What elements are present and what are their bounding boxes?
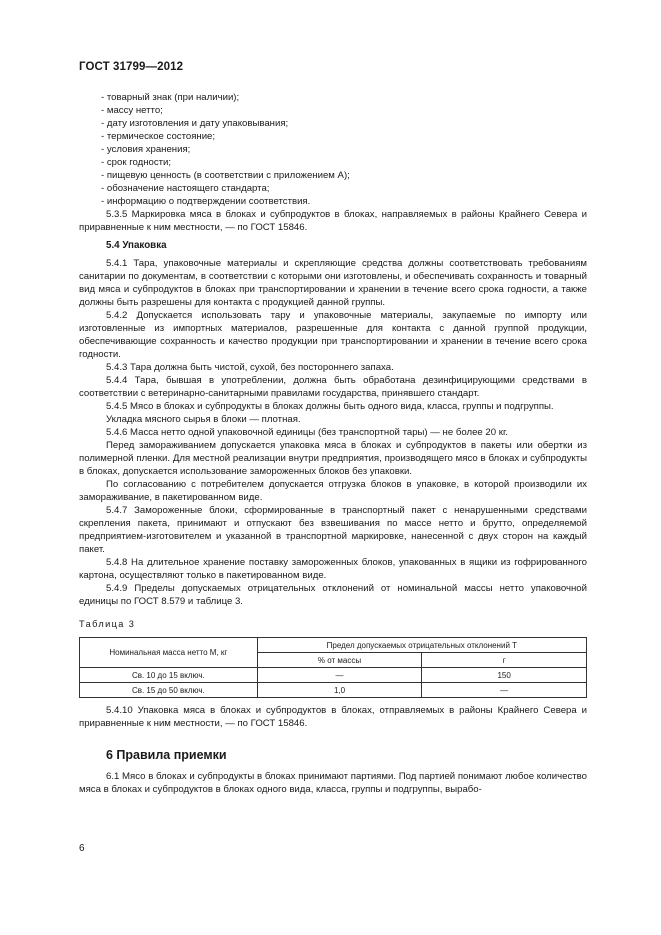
paragraph-5-4-7: 5.4.7 Замороженные блоки, сформированные в транспортный пакет с ненарушенными средствами скрепления пакета, принимают и отпускают без взвешивания по массе нетто и брутто, определяемой предприятием-изготовителем и указанной в транспортной маркировке, нанесенной с двух сторон на каждый пакет.	[79, 505, 587, 555]
paragraph-6-1: 6.1 Мясо в блоках и субпродукты в блоках принимают партиями. Под партией понимают любое количество мяса в блоках и субпродуктов в блоках одного вида, класса, группы и подгруппы, вырабо-	[79, 771, 587, 795]
list-item: - срок годности;	[101, 157, 172, 168]
table-caption: Таблица 3	[79, 619, 136, 629]
paragraph-5-4-9: 5.4.9 Пределы допускаемых отрицательных отклонений от номинальной массы нетто упаковочной единицы по ГОСТ 8.579 и таблице 3.	[79, 583, 587, 607]
paragraph-5-4-8: 5.4.8 На длительное хранение поставку замороженных блоков, упакованных в ящики из гофрированного картона, осуществляют только в пакетированном виде.	[79, 557, 587, 581]
paragraph-5-4-3: 5.4.3 Тара должна быть чистой, сухой, без постороннего запаха.	[106, 362, 394, 373]
list-item: - термическое состояние;	[101, 131, 216, 142]
section-heading-5-4: 5.4 Упаковка	[106, 240, 167, 251]
table-cell: 1,0	[257, 683, 422, 698]
mass-deviation-table	[79, 637, 587, 698]
paragraph-5-4-6: 5.4.6 Масса нетто одной упаковочной единицы (без транспортной тары) — не более 20 кг.	[106, 427, 508, 438]
table-header-mass: Номинальная масса нетто М, кг	[80, 638, 258, 668]
paragraph-5-4-5: 5.4.5 Мясо в блоках и субпродукты в блоках должны быть одного вида, класса, группы и подгруппы.	[106, 401, 554, 412]
table-subheader-grams: г	[422, 653, 587, 668]
list-item: - информацию о подтверждении соответствия.	[101, 196, 311, 207]
list-item: - массу нетто;	[101, 105, 163, 116]
list-item: - пищевую ценность (в соответствии с приложением А);	[101, 170, 350, 181]
list-item: - товарный знак (при наличии);	[101, 92, 240, 103]
paragraph-freezing: Перед замораживанием допускается упаковка мяса в блоках и субпродуктов в пакеты или обертки из полимерной пленки. Для местной реализации внутри предприятия, производящего мясо в блоках и субпродукты в блоках, допускается использование замороженных блоков без упаковки.	[79, 440, 587, 477]
paragraph-agreement: По согласованию с потребителем допускается отгрузка блоков в упаковке, в которой производили их замораживание, в пакетированном виде.	[79, 479, 587, 503]
paragraph-5-4-2: 5.4.2 Допускается использовать тару и упаковочные материалы, закупаемые по импорту или изготовленные из импортных материалов, разрешенные для контакта с данной группой продукции, обеспечивающие сохранность и качество продукции при транспортировании и хранении в течение всего срока годности.	[79, 310, 587, 360]
list-item: - дату изготовления и дату упаковывания;	[101, 118, 289, 129]
list-item: - условия хранения;	[101, 144, 191, 155]
table-cell: —	[422, 683, 587, 698]
table-subheader-percent: % от массы	[257, 653, 422, 668]
table-row	[80, 683, 587, 698]
table-row	[80, 668, 587, 683]
paragraph-packing: Укладка мясного сырья в блоки — плотная.	[106, 414, 301, 425]
list-item: - обозначение настоящего стандарта;	[101, 183, 270, 194]
document-body	[79, 91, 587, 796]
table-cell: —	[257, 668, 422, 683]
table-cell: Св. 10 до 15 включ.	[80, 668, 258, 683]
table-header-deviation: Предел допускаемых отрицательных отклонений Т	[257, 638, 586, 653]
paragraph-5-4-1: 5.4.1 Тара, упаковочные материалы и скрепляющие средства должны соответствовать требованиям санитарии по документам, в соответствии с которыми они изготовлены, и обеспечивать сохранность и товарный вид мяса и субпродуктов в блоках при транспортировании и хранении в течение всего срока годности, а также должны быть разрешены для контакта с продукцией данной группы.	[79, 258, 587, 308]
section-heading-6: 6 Правила приемки	[106, 748, 227, 762]
paragraph-5-4-4: 5.4.4 Тара, бывшая в употреблении, должна быть обработана дезинфицирующими средствами в соответствии с ветеринарно-санитарными правилами государства, принявшего стандарт.	[79, 375, 587, 399]
paragraph-5-4-10: 5.4.10 Упаковка мяса в блоках и субпродуктов в блоках, отправляемых в районы Крайнего Севера и приравненные к ним местности, — по ГОСТ 15846.	[79, 705, 587, 729]
table-cell: 150	[422, 668, 587, 683]
page-number: 6	[79, 843, 85, 854]
table-cell: Св. 15 до 50 включ.	[80, 683, 258, 698]
standard-header: ГОСТ 31799—2012	[79, 61, 184, 73]
paragraph-5-3-5: 5.3.5 Маркировка мяса в блоках и субпродуктов в блоках, направляемых в районы Крайнего Севера и приравненные к ним местности, — по ГОСТ 15846.	[79, 209, 587, 233]
